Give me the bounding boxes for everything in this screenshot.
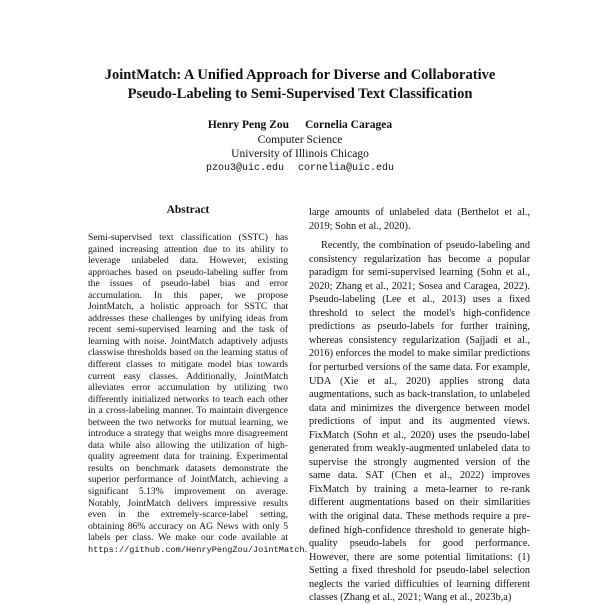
author-name-2: Cornelia Caragea [304,119,393,131]
code-link[interactable]: https://github.com/HenryPengZou/JointMatch [88,544,305,555]
author-emails [150,162,450,177]
title-line-2: Pseudo-Labeling to Semi-Supervised Text Classification [127,86,473,102]
author-block [150,118,450,176]
author-email-1[interactable]: pzou3@uic.edu [205,162,284,174]
abstract-end: . [304,543,308,555]
body-paragraph-2: Recently, the combination of pseudo-labeling and consistency regularization has become a popular paradigm for semi-supervised learning (Sohn et al., 2020; Zhang et al., 2021; Sosea and Caragea, 2022). Pseudo-labeling (Lee et al., 2013) uses a fixed threshold to select the model's high-confidence predictions as pseudo-labels for further training, whereas consistency regularization (Sajjadi et al., 2016) enforces the model to make similar predictions for perturbed versions of the same data. For example, UDA (Xie et al., 2020) applies strong data augmentations, such as back-translation, to unlabeled data and minimizes the divergence between model predictions of input and its augmented views. FixMatch (Sohn et al., 2020) uses the pseudo-label generated from weakly-augmented unlabeled data to supervise the strongly augmented version of the same data. SAT (Chen et al., 2022) improves FixMatch by training a meta-learner to re-rank different augmentations based on their similarities with the original data. These methods require a pre-defined high-confidence threshold to generate high-quality pseudo-labels for good performance. However, there are some potential limitations: (1) Setting a fixed threshold for pseudo-label selection neglects the varied difficulties of learning different classes (Zhang et al., 2021; Wang et al., 2023b,a) [309,240,530,604]
abstract-body [88,232,308,556]
body-paragraph-1: large amounts of unlabeled data (Berthelot et al., 2019; Sohn et al., 2020). [309,207,530,232]
title-line-1: JointMatch: A Unified Approach for Diverse and Collaborative [104,67,496,83]
right-column [309,206,530,605]
author-affiliation: University of Illinois Chicago [231,148,369,160]
author-names [150,118,450,133]
abstract-heading: Abstract [166,204,210,216]
paper-title [60,66,540,104]
abstract-text: Semi-supervised text classification (SSTC) has gained increasing attention due to its ability to leverage unlabeled data. However, existing approaches based on pseudo-labeling suffer from the issues of pseudo-label bias and error accumulation. In this paper, we propose JointMatch, a holistic approach for SSTC that addresses these challenges by unifying ideas from recent semi-supervised learning and the task of learning with noise. JointMatch adaptively adjusts classwise thresholds based on the learning status of different classes to mitigate model bias towards current easy classes. Additionally, JointMatch alleviates error accumulation by utilizing two differently initialized networks to teach each other in a cross-labeling manner. To maintain divergence between the two networks for mutual learning, we introduce a strategy that weighs more disagreement data while also allowing the utilization of high-quality agreement data for training. Experimental results on benchmark datasets demonstrate the superior performance of JointMatch, achieving a significant 5.13% improvement on average. Notably, JointMatch delivers impressive results even in the extremely-scarce-label setting, obtaining 86% accuracy on AG News with only 5 labels per class. We make our code available at [88,232,288,544]
author-name-1: Henry Peng Zou [207,119,289,131]
author-department: Computer Science [257,133,343,146]
author-email-2[interactable]: cornelia@uic.edu [298,162,395,174]
